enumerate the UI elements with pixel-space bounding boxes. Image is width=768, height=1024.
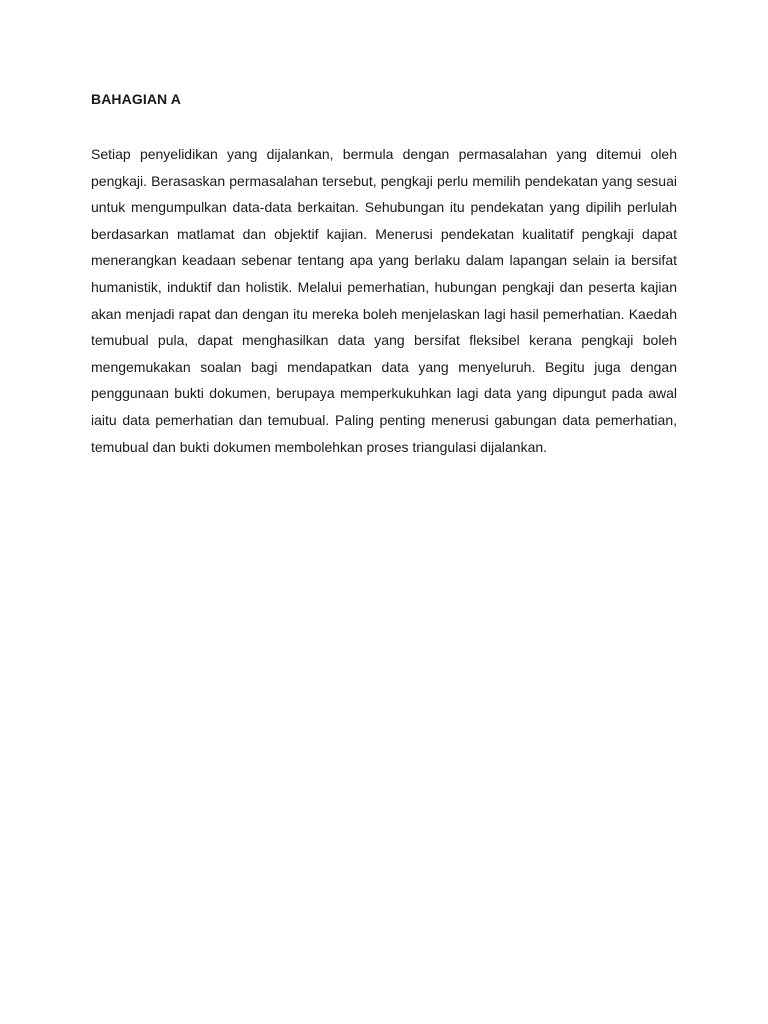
body-paragraph: Setiap penyelidikan yang dijalankan, bermula dengan permasalahan yang ditemui oleh pengkaji. Berasaskan permasalahan tersebut, pengkaji perlu memilih pendekatan yang sesuai untuk mengumpulkan data-data berkaitan. Sehubungan itu pendekatan yang dipilih perlulah berdasarkan matlamat dan objektif kajian. Menerusi pendekatan kualitatif pengkaji dapat menerangkan keadaan sebenar tentang apa yang berlaku dalam lapangan selain ia bersifat humanistik, induktif dan holistik. Melalui pemerhatian, hubungan pengkaji dan peserta kajian akan menjadi rapat dan dengan itu mereka boleh menjelaskan lagi hasil pemerhatian. Kaedah temubual pula, dapat menghasilkan data yang bersifat fleksibel kerana pengkaji boleh mengemukakan soalan bagi mendapatkan data yang menyeluruh. Begitu juga dengan penggunaan bukti dokumen, berupaya memperkukuhkan lagi data yang dipungut pada awal iaitu data pemerhatian dan temubual. Paling penting menerusi gabungan data pemerhatian, temubual dan bukti dokumen membolehkan proses triangulasi dijalankan. <box>91 146 677 455</box>
section-heading: BAHAGIAN A <box>91 91 181 107</box>
